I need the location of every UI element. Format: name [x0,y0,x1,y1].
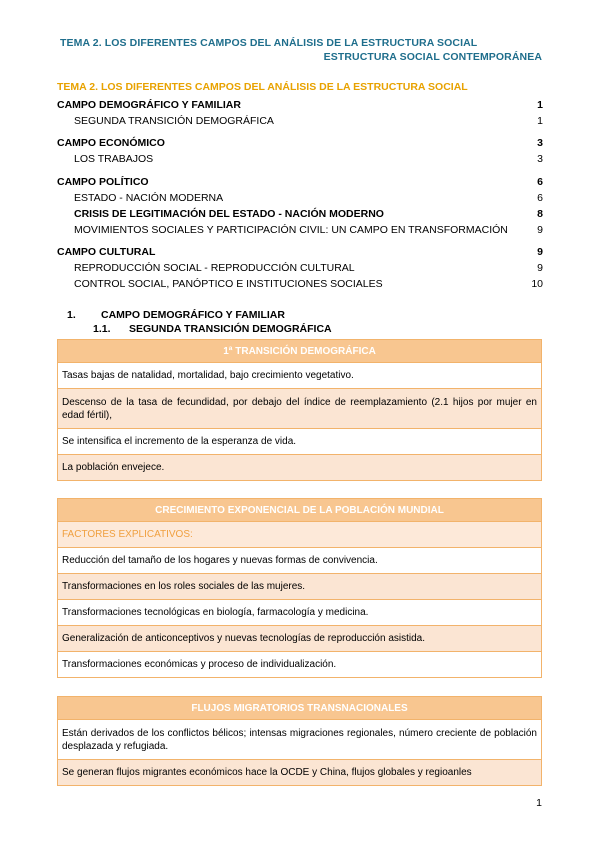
toc-entry-page: 9 [537,224,543,236]
table-header: 1ª TRANSICIÓN DEMOGRÁFICA [58,340,542,363]
page-number: 1 [536,797,542,809]
toc-entry-label: CAMPO CULTURAL [57,246,156,258]
table-cell: La población envejece. [58,455,542,481]
toc-entry-page: 3 [537,137,543,149]
table-cell: Reducción del tamaño de los hogares y nuevas formas de convivencia. [58,548,542,574]
section-number: 1. [67,309,76,321]
document-header-title: TEMA 2. LOS DIFERENTES CAMPOS DEL ANÁLISIS DE LA ESTRUCTURA SOCIAL [60,37,478,49]
subsection-number: 1.1. [93,323,111,335]
toc-entry-label: ESTADO - NACIÓN MODERNA [74,192,224,204]
table-header: FLUJOS MIGRATORIOS TRANSNACIONALES [58,697,542,720]
toc-entry-page: 8 [537,208,543,220]
table-cell: Transformaciones en los roles sociales de las mujeres. [58,574,542,600]
toc-group-politico [57,176,543,236]
toc-entry-page: 6 [537,176,543,188]
toc-entry-label: LOS TRABAJOS [74,153,154,165]
toc-entry[interactable] [57,278,543,290]
toc-entry-page: 6 [537,192,543,204]
toc-entry[interactable] [57,99,543,111]
table-cell: Están derivados de los conflictos bélicos; intensas migraciones regionales, número creciente de población desplazada y refugiada. [58,720,542,760]
toc-entry[interactable] [57,115,543,127]
toc-entry-label: REPRODUCCIÓN SOCIAL - REPRODUCCIÓN CULTURAL [74,262,355,274]
table-flujos-migratorios [57,696,542,786]
section-heading [67,309,285,321]
table-cell: Tasas bajas de natalidad, mortalidad, bajo crecimiento vegetativo. [58,363,542,389]
document-header-subtitle: ESTRUCTURA SOCIAL CONTEMPORÁNEA [323,51,542,63]
table-cell: Transformaciones tecnológicas en biología, farmacología y medicina. [58,600,542,626]
section-title: CAMPO DEMOGRÁFICO Y FAMILIAR [101,309,285,321]
toc-entry-label: CAMPO POLÍTICO [57,176,149,188]
toc-entry[interactable] [57,208,543,220]
toc-entry-page: 9 [537,262,543,274]
toc-entry-label: CONTROL SOCIAL, PANÓPTICO E INSTITUCIONES SOCIALES [74,278,383,290]
table-cell: Transformaciones económicas y proceso de individualización. [58,652,542,678]
toc-entry[interactable] [57,262,543,274]
toc-entry[interactable] [57,224,543,236]
table-subheader: FACTORES EXPLICATIVOS: [58,522,542,548]
toc-entry[interactable] [57,192,543,204]
toc-entry-page: 9 [537,246,543,258]
toc-entry-page: 3 [537,153,543,165]
toc-entry-label: MOVIMIENTOS SOCIALES Y PARTICIPACIÓN CIVIL: UN CAMPO EN TRANSFORMACIÓN [74,224,508,236]
table-header: CRECIMIENTO EXPONENCIAL DE LA POBLACIÓN MUNDIAL [58,499,542,522]
toc-entry-label: CAMPO ECONÓMICO [57,137,165,149]
toc-entry-label: CAMPO DEMOGRÁFICO Y FAMILIAR [57,99,241,111]
table-cell: Se generan flujos migrantes económicos hace la OCDE y China, flujos globales y regioanles [58,760,542,786]
subsection-title: SEGUNDA TRANSICIÓN DEMOGRÁFICA [129,323,332,335]
subsection-heading [93,323,332,335]
toc-entry-label: CRISIS DE LEGITIMACIÓN DEL ESTADO - NACIÓN MODERNO [74,208,384,220]
table-primera-transicion [57,339,542,481]
toc-title: TEMA 2. LOS DIFERENTES CAMPOS DEL ANÁLISIS DE LA ESTRUCTURA SOCIAL [57,81,468,93]
toc-entry-page: 1 [537,115,543,127]
toc-entry[interactable] [57,137,543,149]
toc-group-economico [57,137,543,165]
table-cell: Generalización de anticonceptivos y nuevas tecnologías de reproducción asistida. [58,626,542,652]
toc-entry[interactable] [57,176,543,188]
toc-entry-page: 1 [537,99,543,111]
table-crecimiento-exponencial [57,498,542,678]
table-cell: Se intensifica el incremento de la esperanza de vida. [58,429,542,455]
toc-entry[interactable] [57,246,543,258]
table-cell: Descenso de la tasa de fecundidad, por debajo del índice de reemplazamiento (2.1 hijos por mujer en edad fértil), [58,389,542,429]
toc-entry-page: 10 [531,278,543,290]
toc-group-cultural [57,246,543,290]
toc-entry[interactable] [57,153,543,165]
toc-group-demografico [57,99,543,127]
toc-entry-label: SEGUNDA TRANSICIÓN DEMOGRÁFICA [74,115,274,127]
